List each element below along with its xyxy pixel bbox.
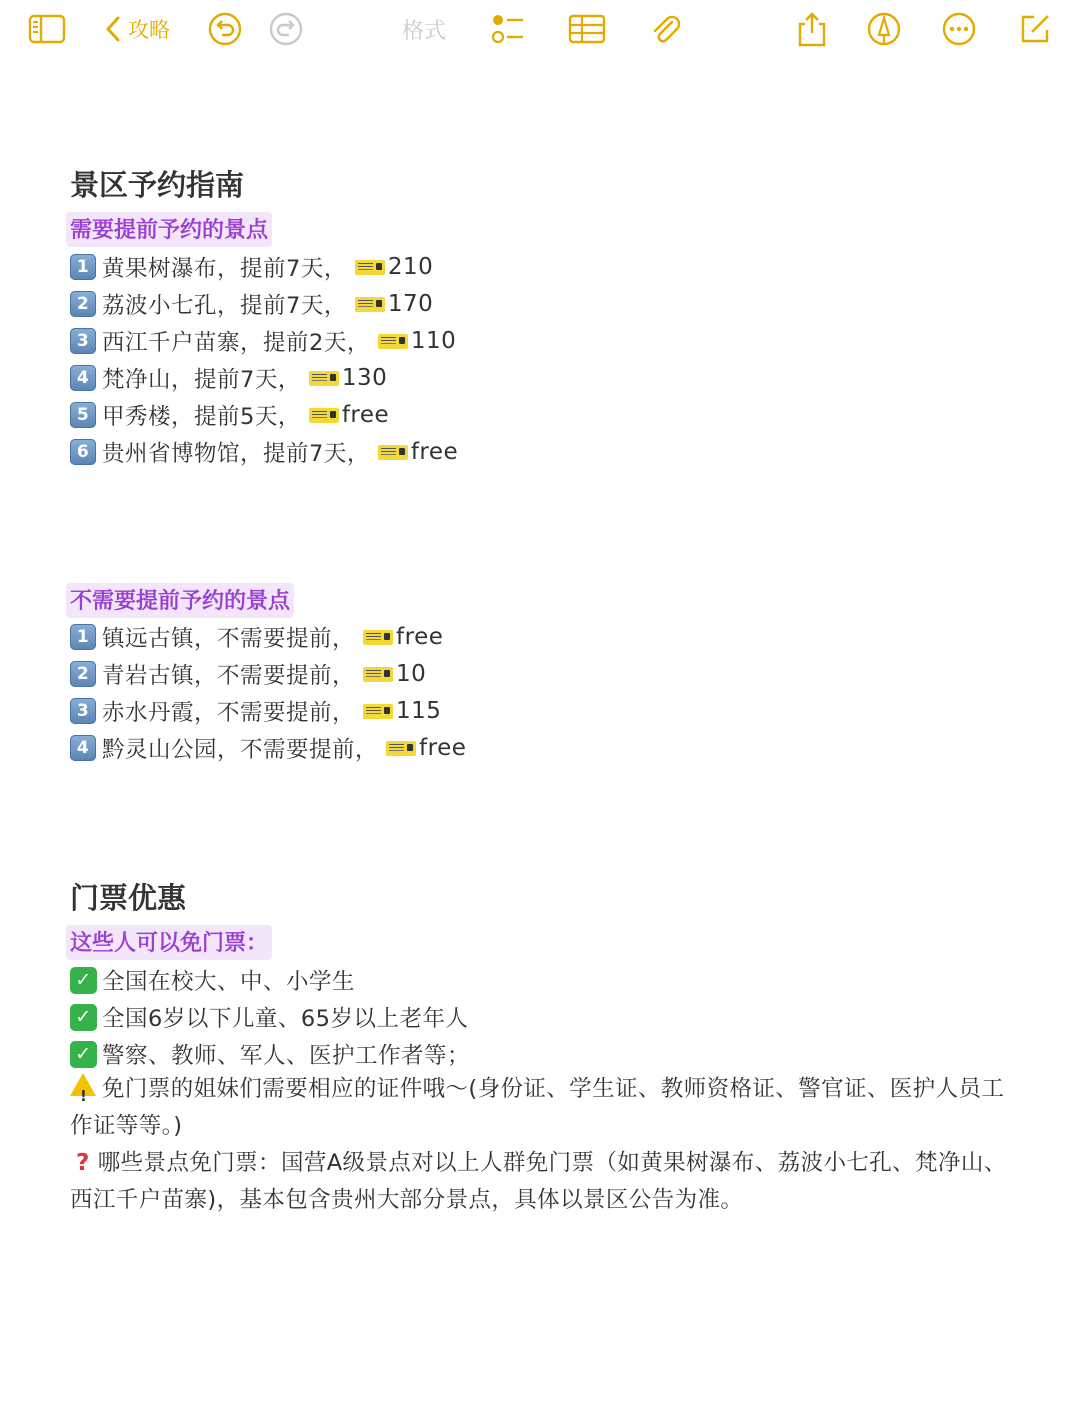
toolbar: [0, 0, 1080, 60]
undo-icon[interactable]: [207, 10, 243, 48]
list-item: 5 甲秀楼，提前5天， free: [70, 399, 389, 431]
ticket-icon: [363, 630, 393, 645]
question-mark-icon: ?: [76, 1150, 90, 1176]
section-title-discount: 门票优惠: [70, 881, 187, 915]
list-item: 2 青岩古镇，不需要提前， 10: [70, 658, 426, 690]
question-note: ? 哪些景点免门票：国营A级景点对以上人群免门票（如黄果树瀑布、荔波小七孔、梵净山、西江千户苗寨)，基本包含贵州大部分景点，具体以景区公告为准。: [70, 1150, 1007, 1213]
ticket-icon: [309, 371, 339, 386]
paperclip-icon[interactable]: [648, 10, 682, 48]
redo-icon[interactable]: [268, 10, 304, 48]
number-icon: 1: [70, 624, 96, 650]
check-icon: ✓: [70, 1004, 97, 1031]
number-icon: 4: [70, 365, 96, 391]
list-item: ✓ 全国6岁以下儿童、65岁以上老年人: [70, 1001, 468, 1033]
ticket-icon: [355, 297, 385, 312]
sidebar-toggle-icon[interactable]: [28, 10, 66, 48]
markup-pen-icon[interactable]: [866, 10, 902, 48]
number-icon: 4: [70, 735, 96, 761]
ticket-icon: [355, 260, 385, 275]
number-icon: 1: [70, 254, 96, 280]
number-icon: 6: [70, 439, 96, 465]
compose-icon[interactable]: [1018, 10, 1052, 48]
list-item: 3 赤水丹霞，不需要提前， 115: [70, 695, 441, 727]
list-item: 4 梵净山，提前7天， 130: [70, 362, 387, 394]
warning-note: ! 免门票的姐妹们需要相应的证件哦～(身份证、学生证、教师资格证、警官证、医护人员工作证等等。): [70, 1071, 1010, 1145]
number-icon: 3: [70, 698, 96, 724]
list-item: 2 荔波小七孔，提前7天， 170: [70, 288, 433, 320]
ticket-icon: [378, 334, 408, 349]
format-button[interactable]: 格式: [402, 19, 447, 44]
number-icon: 5: [70, 402, 96, 428]
back-label: 攻略: [128, 18, 170, 42]
tag-free-entry: 这些人可以免门票：: [66, 925, 272, 960]
checklist-icon[interactable]: [490, 10, 526, 48]
ticket-icon: [386, 741, 416, 756]
ticket-icon: [363, 667, 393, 682]
check-icon: ✓: [70, 967, 97, 994]
list-item: 3 西江千户苗寨，提前2天， 110: [70, 325, 456, 357]
tag-reserve-required: 需要提前予约的景点: [66, 212, 272, 247]
share-icon[interactable]: [796, 10, 828, 48]
list-item: ✓ 警察、教师、军人、医护工作者等；: [70, 1038, 470, 1070]
number-icon: 2: [70, 661, 96, 687]
back-button[interactable]: [104, 10, 170, 48]
number-icon: 2: [70, 291, 96, 317]
warning-icon: !: [70, 1073, 96, 1096]
check-icon: ✓: [70, 1041, 97, 1068]
ticket-icon: [378, 445, 408, 460]
list-item: ✓ 全国在校大、中、小学生: [70, 964, 355, 996]
tag-no-reserve: 不需要提前予约的景点: [66, 583, 294, 618]
ticket-icon: [363, 704, 393, 719]
section-title-reservation: 景区予约指南: [70, 168, 245, 202]
list-item: 6 贵州省博物馆，提前7天， free: [70, 436, 458, 468]
list-item: 4 黔灵山公园，不需要提前， free: [70, 732, 466, 764]
number-icon: 3: [70, 328, 96, 354]
list-item: 1 镇远古镇，不需要提前， free: [70, 621, 443, 653]
list-item: 1 黄果树瀑布，提前7天， 210: [70, 251, 433, 283]
more-icon[interactable]: [941, 10, 977, 48]
chevron-left-icon: [104, 14, 122, 44]
ticket-icon: [309, 408, 339, 423]
table-icon[interactable]: [568, 10, 606, 48]
